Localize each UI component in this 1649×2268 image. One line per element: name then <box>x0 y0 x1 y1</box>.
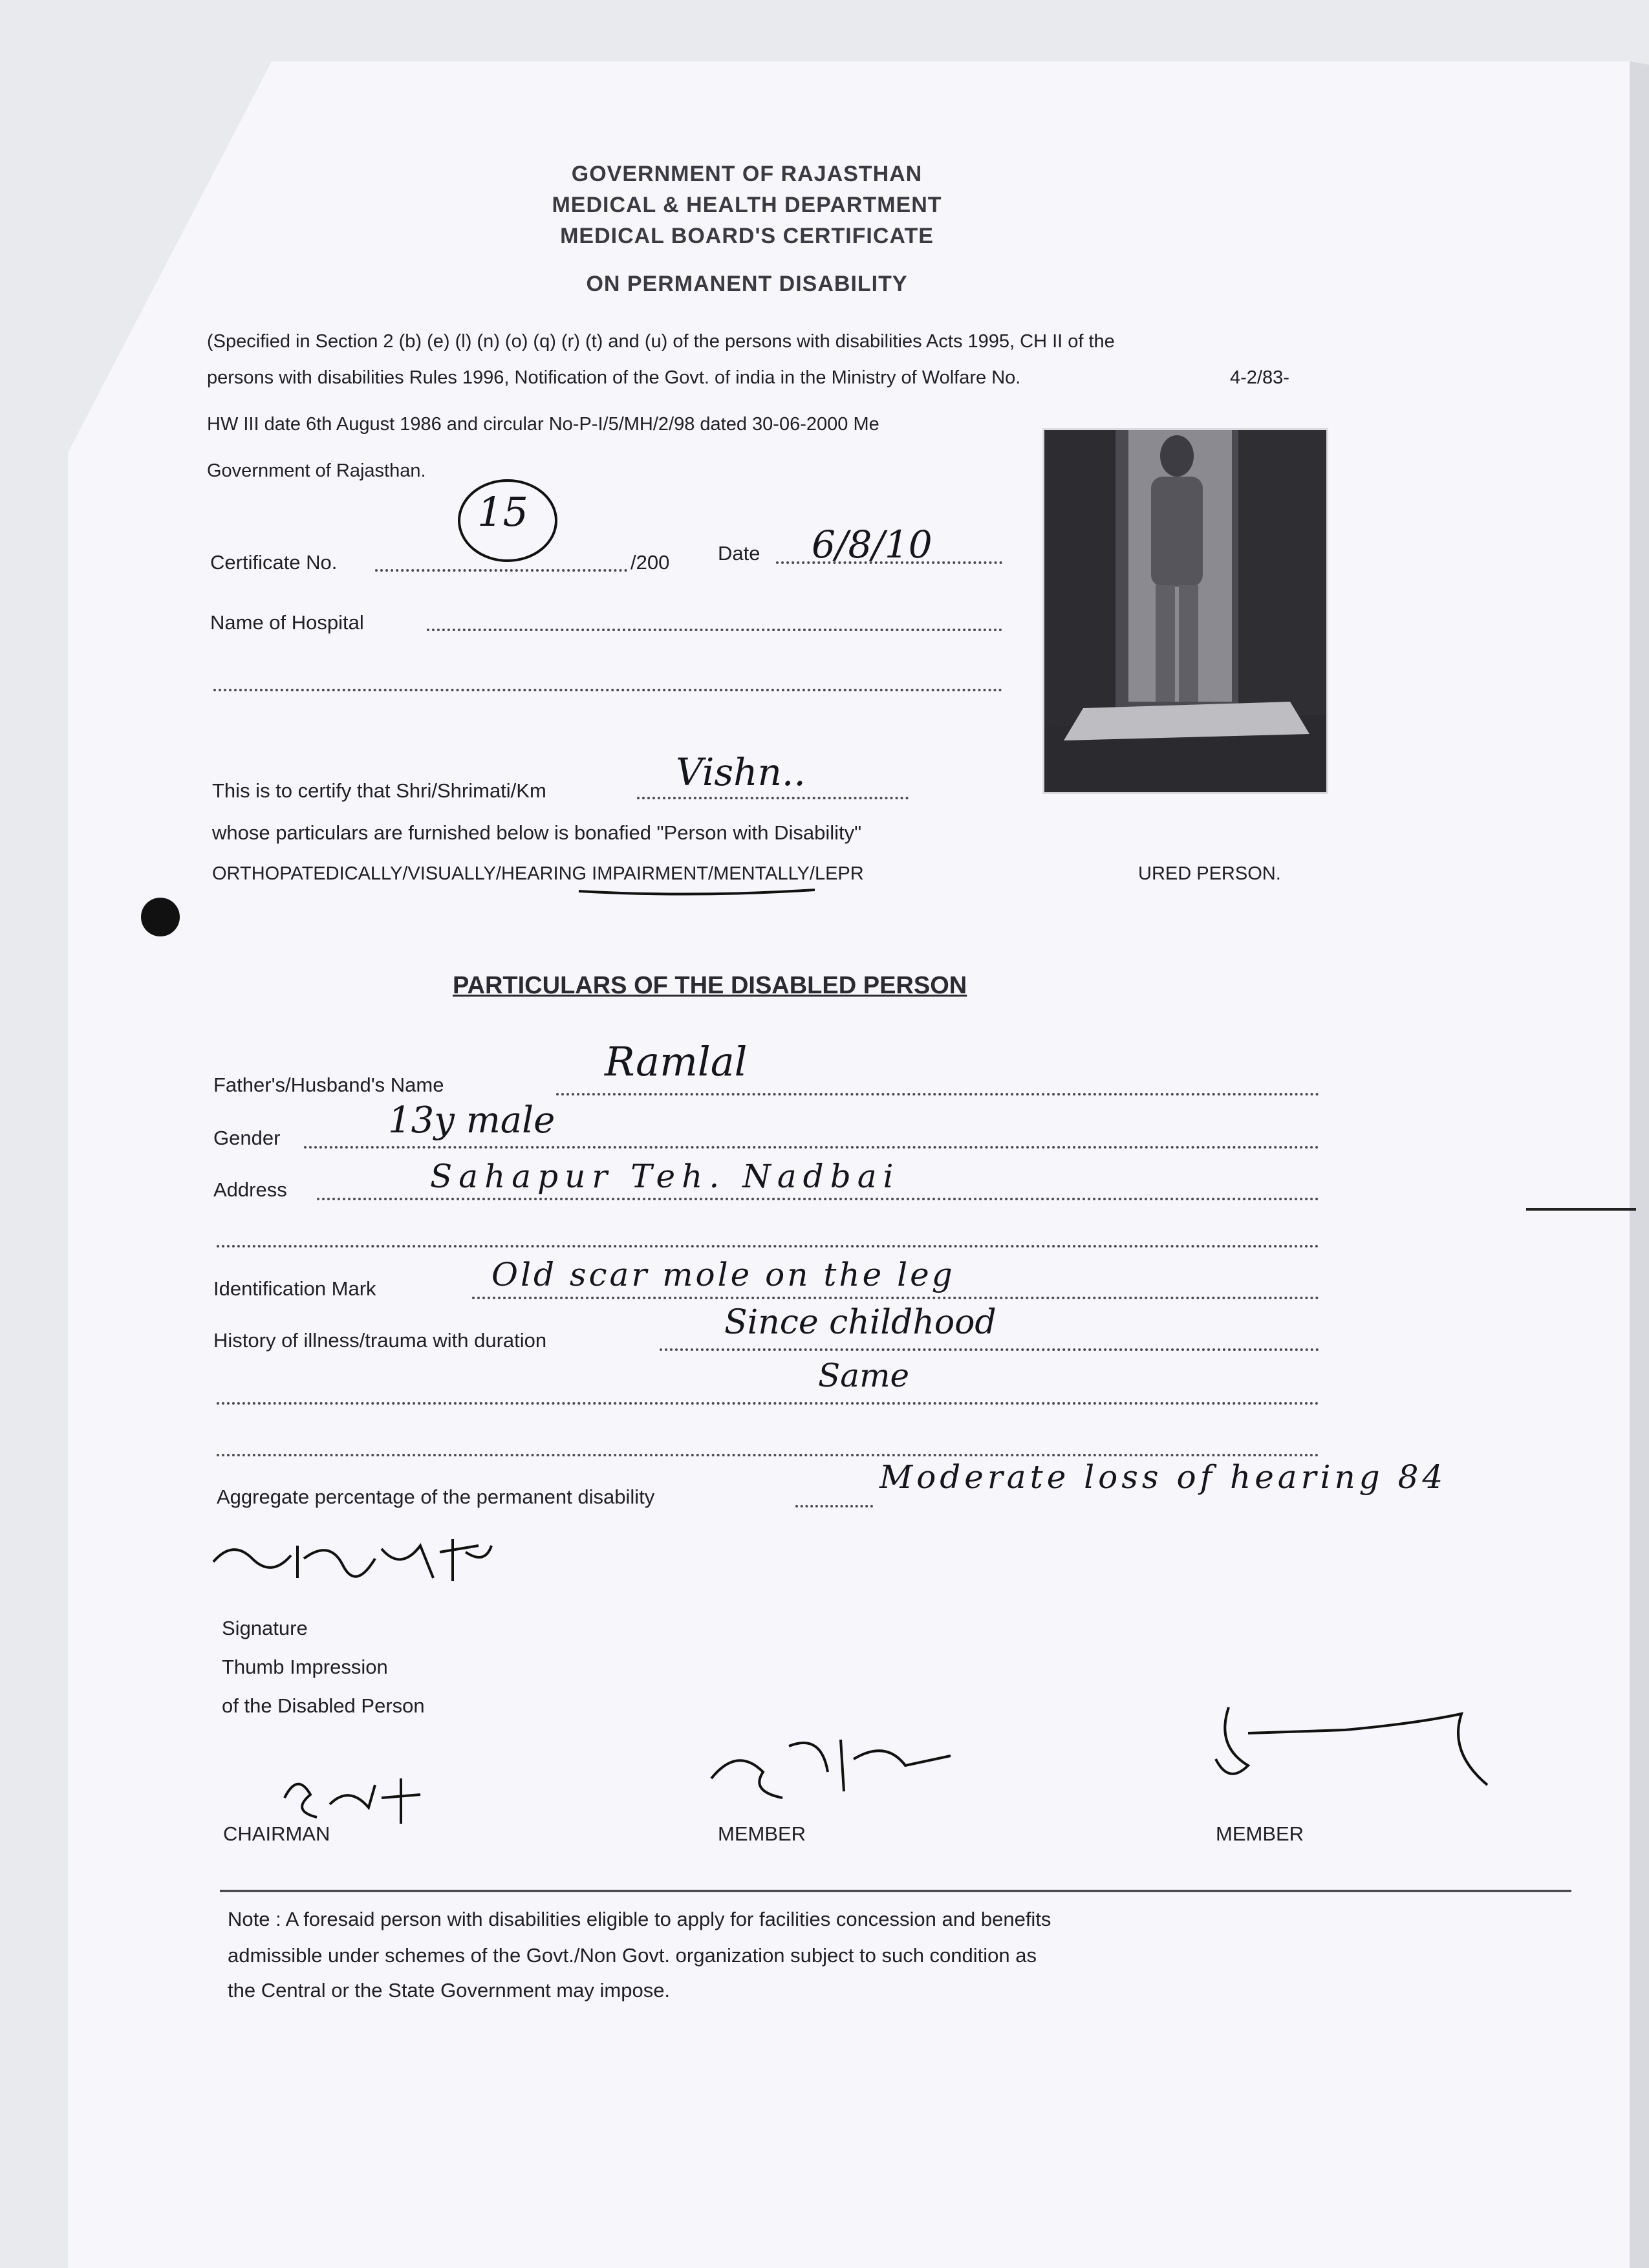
certify-prefix: This is to certify that Shri/Shrimati/Km <box>212 779 546 802</box>
certificate-no-value: 15 <box>477 488 528 535</box>
particulars-heading: PARTICULARS OF THE DISABLED PERSON <box>453 972 967 999</box>
date-label: Date <box>718 542 760 565</box>
note-divider <box>220 1888 1578 1895</box>
aggregate-line <box>795 1505 873 1507</box>
idmark-value: Old scar mole on the leg <box>491 1256 955 1293</box>
history-line-2 <box>217 1402 1319 1405</box>
certify-line-3a: ORTHOPATEDICALLY/VISUALLY/HEARING IMPAIRMENT/MENTALLY/LEPR <box>212 863 864 884</box>
date-value: 6/8/10 <box>812 523 932 567</box>
aggregate-label: Aggregate percentage of the permanent disability <box>217 1485 655 1508</box>
note-line-1: Note : A foresaid person with disabilities eligible to apply for facilities concession and benefits <box>228 1908 1051 1930</box>
history-line-1 <box>660 1348 1319 1351</box>
father-label: Father's/Husband's Name <box>213 1074 444 1096</box>
signature-label-3: of the Disabled Person <box>222 1694 425 1717</box>
member-label-2: MEMBER <box>1216 1822 1304 1845</box>
hospital-line-2 <box>213 689 1002 691</box>
certificate-no-suffix: /200 <box>630 551 670 574</box>
certify-line-2: whose particulars are furnished below is bonafied "Person with Disability" <box>212 821 862 844</box>
preamble-line-4: Government of Rajasthan. <box>207 460 426 481</box>
member2-signature <box>1203 1694 1500 1798</box>
history-value-1: Since childhood <box>724 1303 997 1342</box>
note-line-3: the Central or the State Government may impose. <box>228 1979 671 2002</box>
chairman-label: CHAIRMAN <box>223 1822 330 1845</box>
aggregate-value: Moderate loss of hearing 84 <box>879 1458 1447 1496</box>
address-line-1 <box>317 1198 1319 1200</box>
history-line-3 <box>217 1454 1319 1456</box>
signature-label-1: Signature <box>222 1617 308 1639</box>
signature-label-2: Thumb Impression <box>222 1656 388 1678</box>
note-line-2: admissible under schemes of the Govt./Non Govt. organization subject to such condition as <box>228 1944 1037 1967</box>
address-line-2 <box>217 1245 1319 1247</box>
father-value: Ramlal <box>605 1038 748 1085</box>
certify-line-3b: URED PERSON. <box>1138 863 1281 884</box>
member-label-1: MEMBER <box>718 1822 806 1845</box>
hospital-line-1 <box>427 629 1002 631</box>
applicant-photo <box>1042 428 1328 794</box>
header-certificate: MEDICAL BOARD'S CERTIFICATE <box>560 224 934 248</box>
gender-value: 13y male <box>388 1099 555 1141</box>
certificate-no-line <box>375 569 627 572</box>
hospital-label: Name of Hospital <box>210 611 364 634</box>
applicant-signature <box>207 1526 504 1597</box>
address-value: Sahapur Teh. Nadbai <box>430 1158 900 1195</box>
photo-figure <box>1044 430 1326 792</box>
header-disability: ON PERMANENT DISABILITY <box>586 272 908 296</box>
header-government: GOVERNMENT OF RAJASTHAN <box>571 162 923 186</box>
certificate-no-label: Certificate No. <box>210 551 338 574</box>
address-label: Address <box>213 1178 287 1201</box>
gender-label: Gender <box>213 1127 281 1149</box>
idmark-line <box>472 1297 1319 1299</box>
certify-name-value: Vishn.. <box>676 750 806 794</box>
history-value-2: Same <box>818 1357 910 1394</box>
certify-name-line <box>637 797 909 799</box>
header-department: MEDICAL & HEALTH DEPARTMENT <box>552 193 942 217</box>
gender-line <box>304 1146 1319 1149</box>
preamble-line-2b: 4-2/83- <box>1230 367 1289 388</box>
idmark-label: Identification Mark <box>213 1277 376 1300</box>
preamble-line-3: HW III date 6th August 1986 and circular No-P-I/5/MH/2/98 dated 30-06-2000 Me <box>207 414 879 435</box>
hearing-underline <box>576 886 821 899</box>
preamble-line-1: (Specified in Section 2 (b) (e) (l) (n) (o) (q) (r) (t) and (u) of the persons with disabilities Acts 1995, CH II of the <box>207 331 1115 352</box>
preamble-line-2: persons with disabilities Rules 1996, Notification of the Govt. of india in the Ministry of Wolfare No. <box>207 367 1021 388</box>
father-line <box>556 1093 1319 1096</box>
member1-signature <box>692 1720 964 1817</box>
history-label: History of illness/trauma with duration <box>213 1329 547 1352</box>
